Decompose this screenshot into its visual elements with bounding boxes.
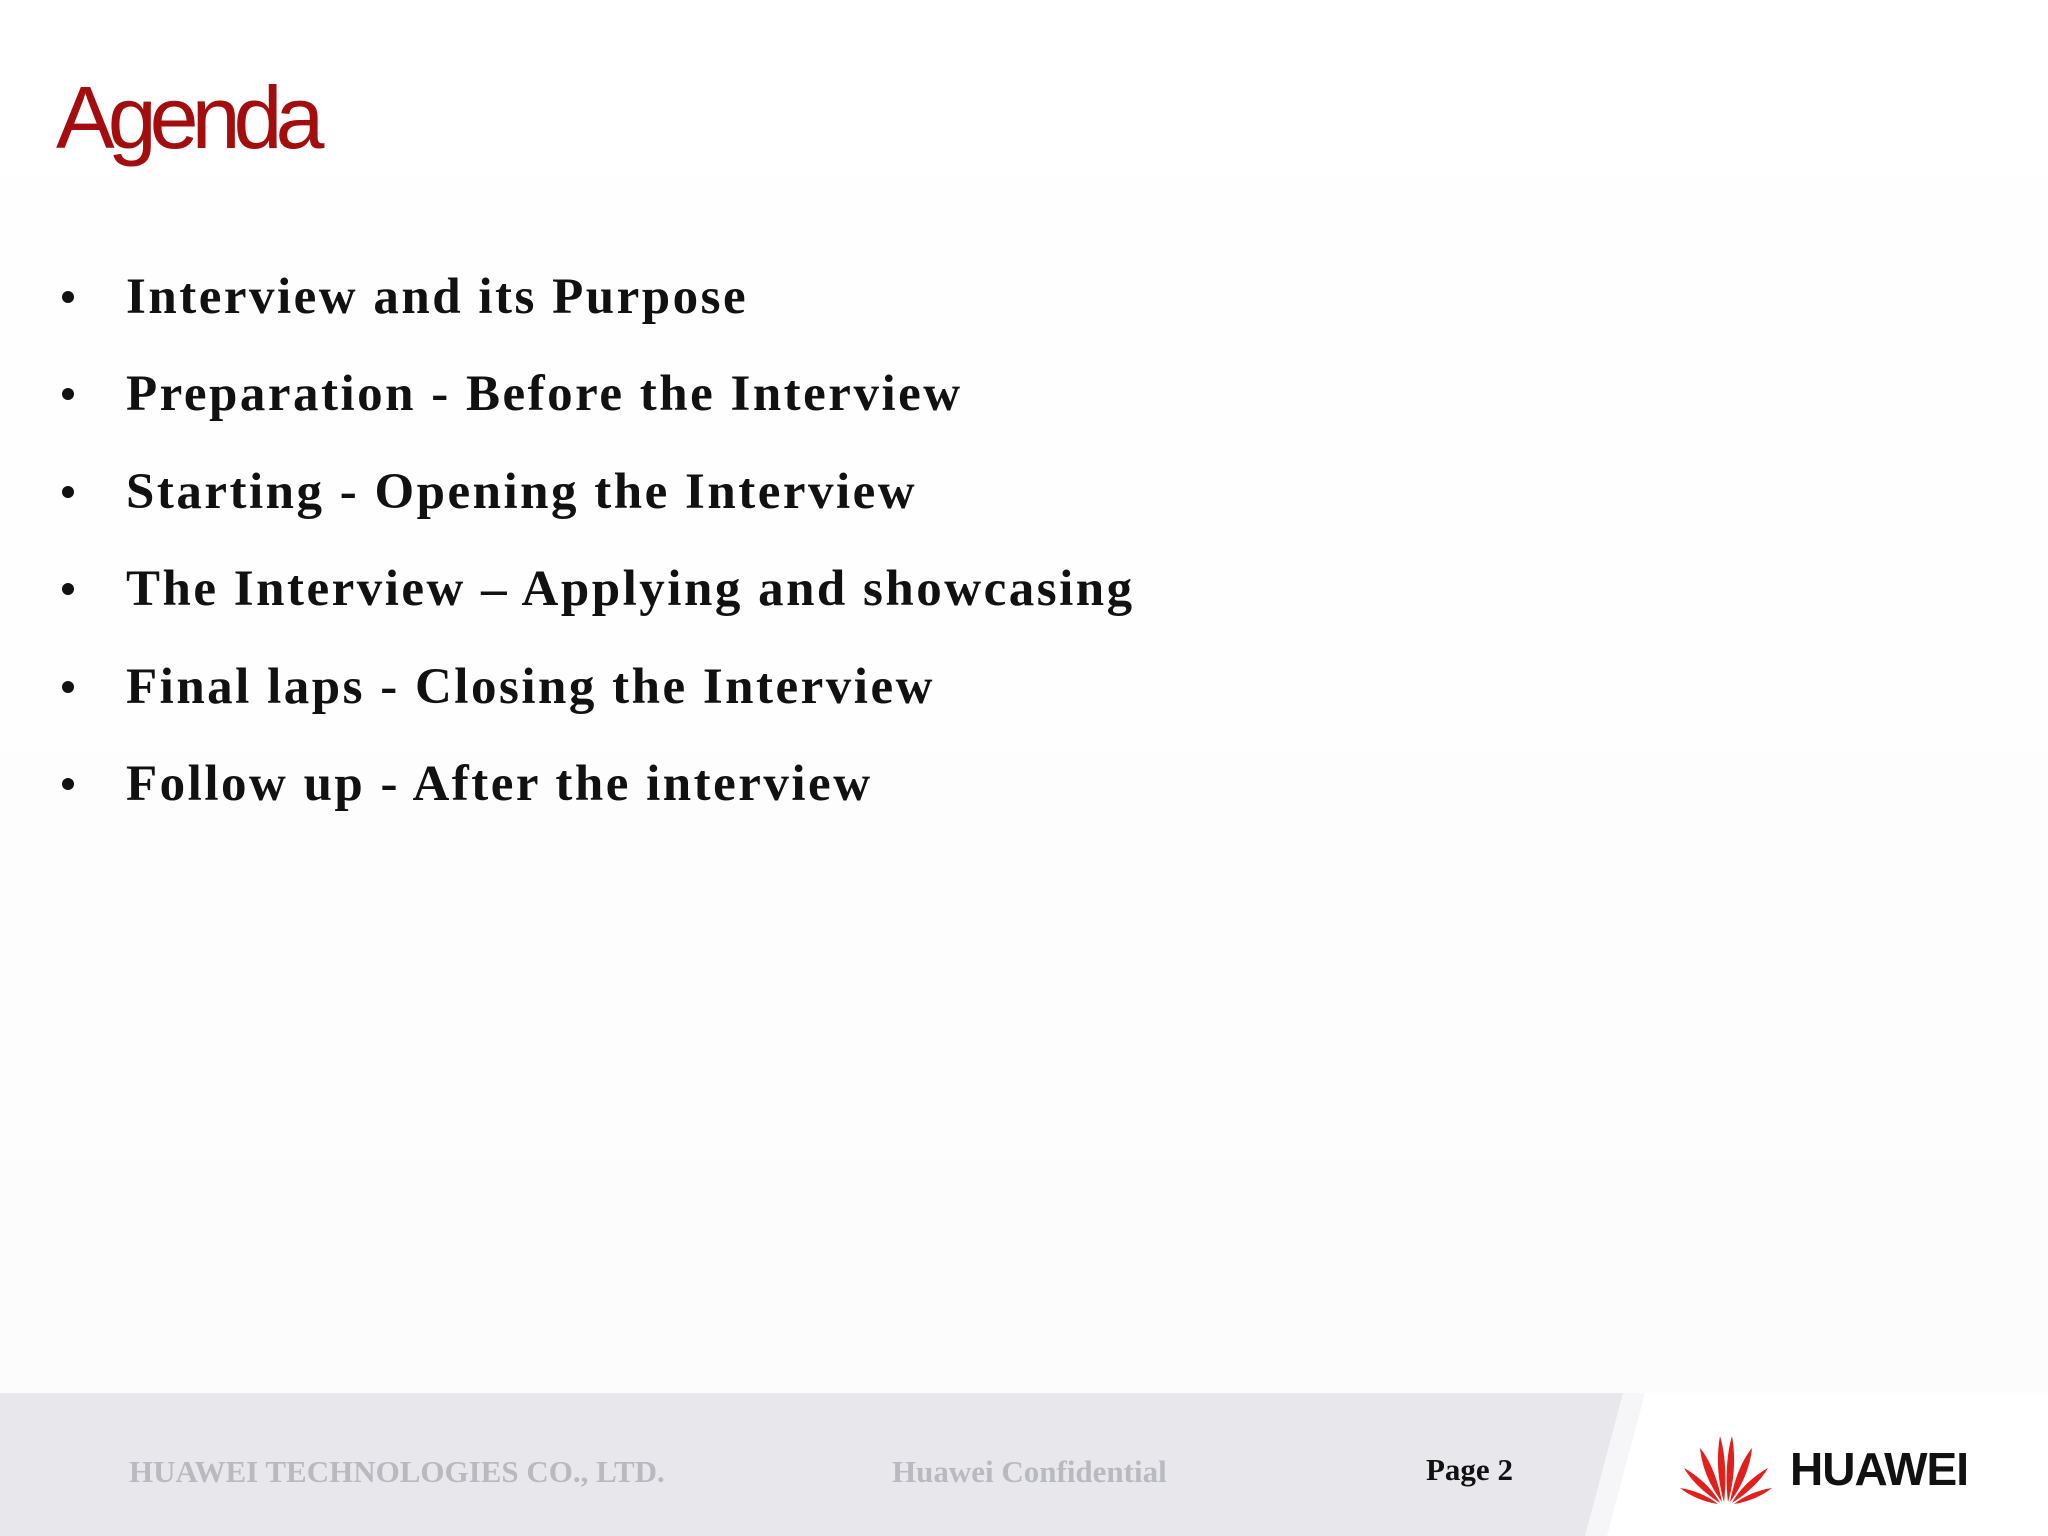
huawei-petal-logo-icon	[1678, 1430, 1774, 1504]
agenda-item	[56, 443, 1135, 541]
huawei-logo-text: HUAWEI	[1790, 1443, 1968, 1495]
agenda-item-label: Final laps - Closing the Interview	[126, 658, 935, 715]
footer-confidential-label: Huawei Confidential	[892, 1454, 1167, 1489]
footer-company-name: HUAWEI TECHNOLOGIES CO., LTD.	[129, 1454, 665, 1489]
agenda-item	[56, 736, 1135, 834]
agenda-item-label: Interview and its Purpose	[126, 268, 749, 325]
bullet-icon	[62, 388, 74, 400]
bullet-icon	[62, 486, 74, 498]
agenda-item-label: The Interview – Applying and showcasing	[126, 561, 1135, 618]
agenda-item	[56, 346, 1135, 444]
agenda-list	[56, 248, 1135, 833]
agenda-item	[56, 638, 1135, 736]
agenda-item	[56, 541, 1135, 639]
agenda-item-label: Starting - Opening the Interview	[126, 463, 918, 520]
agenda-item-label: Follow up - After the interview	[126, 756, 873, 813]
bullet-icon	[62, 583, 74, 595]
bullet-icon	[62, 778, 74, 790]
agenda-item-label: Preparation - Before the Interview	[126, 366, 963, 423]
bullet-icon	[62, 291, 74, 303]
huawei-logo	[1678, 1430, 1978, 1510]
slide-title: Agenda	[56, 68, 318, 167]
bullet-icon	[62, 681, 74, 693]
footer-page-number: Page 2	[1426, 1452, 1513, 1487]
agenda-item	[56, 248, 1135, 346]
